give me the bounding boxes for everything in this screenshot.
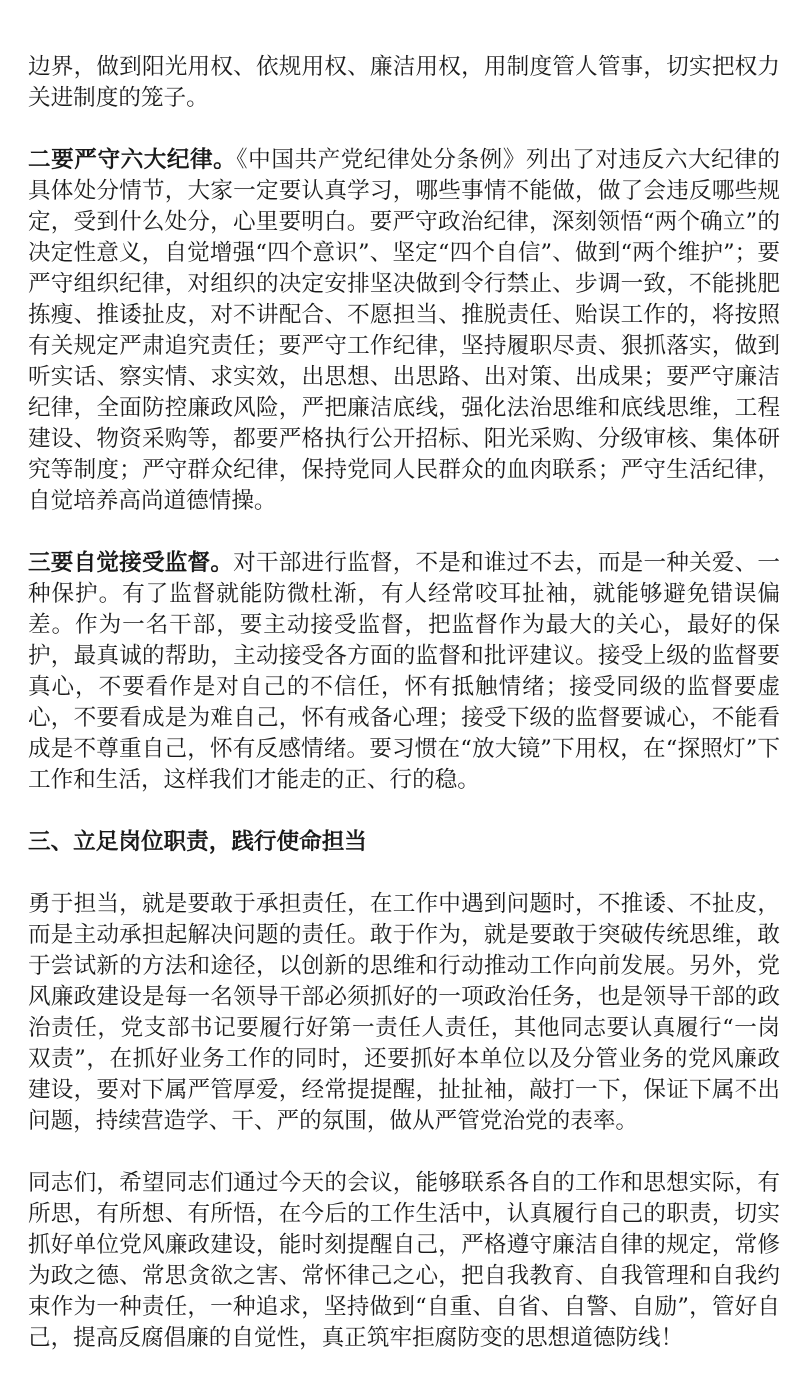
- paragraph-discipline: [28, 145, 780, 517]
- paragraph-body-discipline: 《中国共产党纪律处分条例》列出了对违反六大纪律的具体处分情节，大家一定要认真学习，哪些事情不能做，做了会违反哪些规定，受到什么处分，心里要明白。要严守政治纪律，深刻领悟“两个确立”的决定性意义，自觉增强“四个意识”、坚定“四个自信”、做到“两个维护”；要严守组织纪律，对组织的决定安排坚决做到令行禁止、步调一致，不能挑肥拣瘦、推诿扯皮，对不讲配合、不愿担当、推脱责任、贻误工作的，将按照有关规定严肃追究责任；要严守工作纪律，坚持履职尽责、狠抓落实，做到听实话、察实情、求实效，出思想、出思路、出对策、出成果；要严守廉洁纪律，全面防控廉政风险，严把廉洁底线，强化法治思维和底线思维，工程建设、物资采购等，都要严格执行公开招标、阳光采购、分级审核、集体研究等制度；严守群众纪律，保持党同人民群众的血肉联系；严守生活纪律，自觉培养高尚道德情操。: [28, 147, 781, 514]
- paragraph-body-supervision: 对干部进行监督，不是和谁过不去，而是一种关爱、一种保护。有了监督就能防微杜渐，有人经常咬耳扯袖，就能够避免错误偏差。作为一名干部，要主动接受监督，把监督作为最大的关心，最好的保护，最真诚的帮助，主动接受各方面的监督和批评建议。接受上级的监督要真心，不要看作是对自己的不信任，怀有抵触情绪；接受同级的监督要虚心，不要看成是为难自己，怀有戒备心理；接受下级的监督要诚心，不能看成是不尊重自己，怀有反感情绪。要习惯在“放大镜”下用权，在“探照灯”下工作和生活，这样我们才能走的正、行的稳。: [28, 550, 781, 793]
- paragraph-closing: 同志们，希望同志们通过今天的会议，能够联系各自的工作和思想实际，有所思，有所想、有所悟，在今后的工作生活中，认真履行自己的职责，切实抓好单位党风廉政建设，能时刻提醒自己，严格遵守廉洁自律的规定，常修为政之德、常思贪欲之害、常怀律己之心，把自我教育、自我管理和自我约束作为一种责任，一种追求，坚持做到“自重、自省、自警、自励”，管好自己，提高反腐倡廉的自觉性，真正筑牢拒腐防变的思想道德防线！: [28, 1170, 780, 1351]
- paragraph-responsibility: 勇于担当，就是要敢于承担责任，在工作中遇到问题时，不推诿、不扯皮，而是主动承担起解决问题的责任。敢于作为，就是要敢于突破传统思维，敢于尝试新的方法和途径，以创新的思维和行动推动工作向前发展。另外，党风廉政建设是每一名领导干部必须抓好的一项政治任务，也是领导干部的政治责任，党支部书记要履行好第一责任人责任，其他同志要认真履行“一岗双责”，在抓好业务工作的同时，还要抓好本单位以及分管业务的党风廉政建设，要对下属严管厚爱，经常提提醒，扯扯袖，敲打一下，保证下属不出问题，持续营造学、干、严的氛围，做从严管党治党的表率。: [28, 891, 780, 1134]
- paragraph-supervision: [28, 548, 780, 796]
- paragraph-continuation: 边界，做到阳光用权、依规用权、廉洁用权，用制度管人管事，切实把权力关进制度的笼子。: [28, 54, 780, 111]
- paragraph-lead-supervision: 三要自觉接受监督。: [28, 550, 234, 576]
- paragraph-lead-discipline: 二要严守六大纪律。: [28, 147, 237, 173]
- section-title: 三、立足岗位职责，践行使命担当: [28, 829, 367, 855]
- document-page: [28, 52, 780, 1354]
